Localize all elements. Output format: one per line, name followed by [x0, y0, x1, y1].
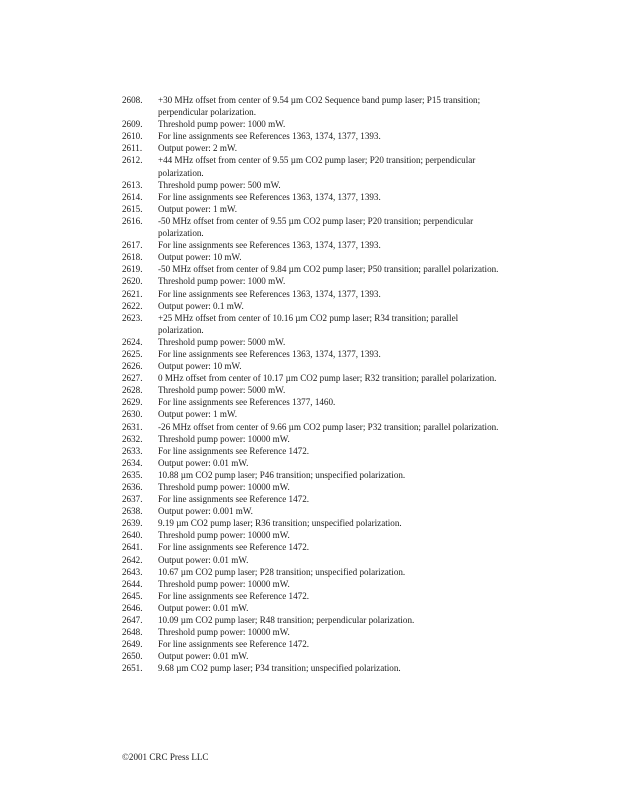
note-text: For line assignments see References 1363, 1374, 1377, 1393.: [158, 131, 381, 142]
note-text: For line assignments see Reference 1472.: [158, 590, 310, 601]
note-number: 2651.: [122, 663, 143, 674]
note-number: 2635.: [122, 469, 143, 480]
note-item: [122, 421, 502, 433]
note-text: Threshold pump power: 1000 mW.: [158, 119, 286, 130]
note-text: +25 MHz offset from center of 10.16 µm CO2 pump laser; R34 transition; parallel polarization.: [158, 312, 459, 335]
note-item: [122, 469, 502, 481]
note-text: For line assignments see References 1363, 1374, 1377, 1393.: [158, 191, 381, 202]
note-item: [122, 638, 502, 650]
note-item: [122, 263, 502, 275]
note-item: [122, 130, 502, 142]
note-text: Output power: 1 mW.: [158, 409, 237, 420]
note-item: [122, 408, 502, 420]
note-number: 2626.: [122, 361, 143, 372]
note-number: 2634.: [122, 457, 143, 468]
note-item: [122, 554, 502, 566]
note-text: Threshold pump power: 10000 mW.: [158, 530, 290, 541]
note-text: For line assignments see References 1363, 1374, 1377, 1393.: [158, 348, 381, 359]
note-item: [122, 541, 502, 553]
note-text: +44 MHz offset from center of 9.55 µm CO2 pump laser; P20 transition; perpendicular polarization.: [158, 155, 476, 178]
note-number: 2649.: [122, 639, 143, 650]
note-text: 9.19 µm CO2 pump laser; R36 transition; unspecified polarization.: [158, 518, 402, 529]
note-number: 2633.: [122, 445, 143, 456]
note-number: 2650.: [122, 651, 143, 662]
note-text: For line assignments see Reference 1472.: [158, 445, 310, 456]
note-text: -26 MHz offset from center of 9.66 µm CO2 pump laser; P32 transition; parallel polarization.: [158, 421, 499, 432]
note-number: 2628.: [122, 385, 143, 396]
note-item: [122, 94, 502, 118]
note-item: [122, 481, 502, 493]
note-item: [122, 578, 502, 590]
note-number: 2625.: [122, 348, 143, 359]
note-item: [122, 239, 502, 251]
note-number: 2631.: [122, 421, 143, 432]
note-item: [122, 566, 502, 578]
note-number: 2617.: [122, 240, 143, 251]
note-item: [122, 372, 502, 384]
note-number: 2612.: [122, 155, 143, 166]
note-item: [122, 517, 502, 529]
note-number: 2643.: [122, 566, 143, 577]
note-item: [122, 529, 502, 541]
note-number: 2644.: [122, 578, 143, 589]
note-item: [122, 300, 502, 312]
note-number: 2614.: [122, 191, 143, 202]
note-text: Threshold pump power: 5000 mW.: [158, 336, 286, 347]
note-item: [122, 215, 502, 239]
note-number: 2627.: [122, 373, 143, 384]
note-number: 2630.: [122, 409, 143, 420]
note-number: 2632.: [122, 433, 143, 444]
note-number: 2613.: [122, 179, 143, 190]
note-item: [122, 602, 502, 614]
note-number: 2610.: [122, 131, 143, 142]
note-number: 2616.: [122, 215, 143, 226]
note-number: 2608.: [122, 95, 143, 105]
note-number: 2619.: [122, 264, 143, 275]
note-number: 2621.: [122, 288, 143, 299]
note-number: 2641.: [122, 542, 143, 553]
note-text: Threshold pump power: 10000 mW.: [158, 578, 290, 589]
note-item: [122, 384, 502, 396]
note-text: Output power: 10 mW.: [158, 252, 242, 263]
note-text: 10.67 µm CO2 pump laser; P28 transition; unspecified polarization.: [158, 566, 406, 577]
note-text: 9.68 µm CO2 pump laser; P34 transition; unspecified polarization.: [158, 663, 401, 674]
copyright-footer: ©2001 CRC Press LLC: [122, 752, 209, 762]
note-number: 2629.: [122, 397, 143, 408]
note-number: 2636.: [122, 482, 143, 492]
note-text: Output power: 0.01 mW.: [158, 554, 249, 565]
note-number: 2609.: [122, 119, 143, 130]
note-number: 2620.: [122, 276, 143, 287]
note-text: For line assignments see References 1363, 1374, 1377, 1393.: [158, 288, 381, 299]
note-number: 2615.: [122, 203, 143, 214]
note-item: [122, 445, 502, 457]
note-item: [122, 275, 502, 287]
note-text: Threshold pump power: 10000 mW.: [158, 627, 290, 638]
note-item: [122, 312, 502, 336]
note-text: +30 MHz offset from center of 9.54 µm CO2 Sequence band pump laser; P15 transition; perpendicular polarization.: [158, 95, 481, 118]
note-item: [122, 288, 502, 300]
note-text: Threshold pump power: 10000 mW.: [158, 482, 290, 492]
note-item: [122, 590, 502, 602]
note-item: [122, 179, 502, 191]
note-text: -50 MHz offset from center of 9.55 µm CO2 pump laser; P20 transition; perpendicular polarization.: [158, 215, 474, 239]
note-text: -50 MHz offset from center of 9.84 µm CO2 pump laser; P50 transition; parallel polarization.: [158, 264, 499, 275]
note-text: 0 MHz offset from center of 10.17 µm CO2 pump laser; R32 transition; parallel polarization.: [158, 373, 497, 384]
note-text: For line assignments see Reference 1472.: [158, 542, 310, 553]
note-text: Threshold pump power: 5000 mW.: [158, 385, 286, 396]
note-number: 2648.: [122, 627, 143, 638]
note-item: [122, 626, 502, 638]
note-number: 2622.: [122, 300, 143, 311]
note-item: [122, 251, 502, 263]
note-number: 2646.: [122, 602, 143, 613]
note-text: Threshold pump power: 500 mW.: [158, 179, 281, 190]
note-text: For line assignments see Reference 1472.: [158, 639, 310, 650]
note-text: For line assignments see References 1377, 1460.: [158, 397, 336, 408]
note-item: [122, 457, 502, 469]
note-item: [122, 614, 502, 626]
note-number: 2618.: [122, 252, 143, 263]
note-text: Output power: 0.01 mW.: [158, 457, 249, 468]
note-text: Output power: 0.01 mW.: [158, 602, 249, 613]
note-item: [122, 650, 502, 662]
note-number: 2623.: [122, 312, 143, 323]
note-item: [122, 118, 502, 130]
note-item: [122, 142, 502, 154]
note-text: Output power: 10 mW.: [158, 361, 242, 372]
note-text: Output power: 0.1 mW.: [158, 300, 244, 311]
note-text: Output power: 2 mW.: [158, 143, 237, 154]
note-item: [122, 336, 502, 348]
note-number: 2647.: [122, 615, 143, 626]
note-item: [122, 348, 502, 360]
note-text: For line assignments see Reference 1472.: [158, 494, 310, 505]
note-number: 2638.: [122, 506, 143, 517]
note-text: For line assignments see References 1363, 1374, 1377, 1393.: [158, 240, 381, 251]
note-text: Threshold pump power: 1000 mW.: [158, 276, 286, 287]
note-text: Output power: 0.01 mW.: [158, 651, 249, 662]
note-item: [122, 662, 502, 674]
note-text: Output power: 1 mW.: [158, 203, 237, 214]
note-item: [122, 433, 502, 445]
note-text: 10.88 µm CO2 pump laser; P46 transition; unspecified polarization.: [158, 469, 406, 480]
note-item: [122, 203, 502, 215]
note-number: 2642.: [122, 554, 143, 565]
note-number: 2624.: [122, 336, 143, 347]
note-number: 2637.: [122, 494, 143, 505]
note-item: [122, 154, 502, 178]
note-number: 2611.: [122, 143, 143, 154]
note-item: [122, 505, 502, 517]
note-item: [122, 396, 502, 408]
note-text: 10.09 µm CO2 pump laser; R48 transition; perpendicular polarization.: [158, 615, 415, 626]
note-number: 2645.: [122, 590, 143, 601]
note-item: [122, 493, 502, 505]
note-item: [122, 360, 502, 372]
note-number: 2639.: [122, 518, 143, 529]
note-text: Output power: 0.001 mW.: [158, 506, 253, 517]
note-text: Threshold pump power: 10000 mW.: [158, 433, 290, 444]
note-item: [122, 191, 502, 203]
note-number: 2640.: [122, 530, 143, 541]
notes-list: [122, 94, 502, 675]
